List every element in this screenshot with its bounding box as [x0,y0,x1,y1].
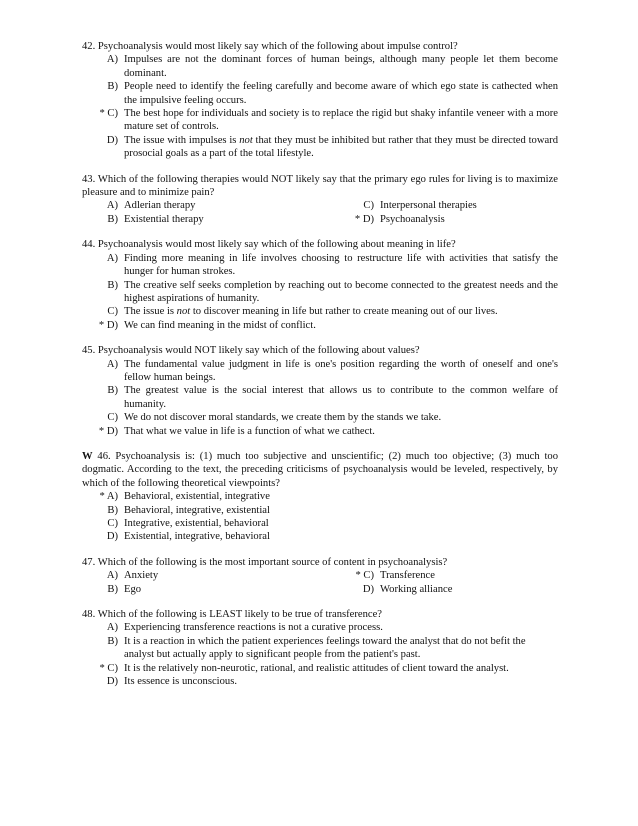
option-marker: D) [106,531,118,543]
option-marker: A) [106,570,118,582]
option-text: It is the relatively non-neurotic, rational, and realistic attitudes of client toward the analyst. [124,662,509,674]
option-text: Integrative, existential, behavioral [124,518,269,529]
question-stem: 44. Psychoanalysis would most likely say which of the following about meaning in life? [82,239,456,251]
option-marker: * D) [98,425,118,437]
option-b [82,583,344,596]
option-text: Psychoanalysis [380,213,445,225]
options-row [82,199,558,212]
option-marker: B) [107,385,118,397]
option-text: We do not discover moral standards, we create them by the stands we take. [124,412,442,424]
option-text: Ego [124,583,142,595]
option-a [82,53,558,80]
option-marker: C) [107,306,118,318]
option-text-part: The issue is [124,306,177,318]
option-marker: C) [107,518,118,529]
option-text: The best hope for individuals and society is to replace the rigid but shaky infantile veneer with a more mature set of controls. [124,108,558,133]
option-b [82,504,558,517]
option-text: Experiencing transference reactions is not a curative process. [124,622,383,634]
option-text [124,134,558,161]
document-page [82,40,558,700]
option-c [82,411,558,424]
option-c [82,517,558,530]
option-marker: D) [362,583,374,595]
option-marker: A) [106,54,118,66]
options-row [82,213,558,226]
option-b [82,213,344,226]
option-c [344,569,558,582]
option-text-part: The issue with impulses is [124,134,240,146]
question-48 [82,608,558,688]
option-b [82,384,558,411]
option-d [82,319,558,332]
option-marker: A) [106,358,118,370]
option-a [82,252,558,279]
question-stem: 45. Psychoanalysis would NOT likely say which of the following about values? [82,345,420,357]
option-text: That what we value in life is a function of what we cathect. [124,425,375,437]
option-marker: * C) [355,570,374,582]
option-text: Behavioral, existential, integrative [124,491,270,503]
option-a [82,199,344,212]
option-text-part: to discover meaning in life but rather to create meaning out of our lives. [190,306,498,318]
option-text: Behavioral, integrative, existential [124,504,270,516]
option-d [82,425,558,438]
option-text: Adlerian therapy [124,200,196,212]
question-stem [82,450,558,490]
question-stem: 47. Which of the following is the most important source of content in psychoanalysis? [82,556,448,568]
option-d [82,675,558,688]
option-text-emphasis: not [239,134,253,146]
option-text: Finding more meaning in life involves choosing to restructure life with activities that satisfy the hunger for human strokes. [124,252,558,278]
option-marker: A) [106,252,118,264]
option-marker: B) [107,635,118,647]
option-c [82,305,558,318]
option-text: People need to identify the feeling carefully and become aware of which ego state is cathected when the impulsive feeling occurs. [124,81,558,106]
option-d [82,530,558,543]
option-text: Existential therapy [124,213,204,225]
option-marker: B) [107,81,118,93]
option-marker: * D) [354,213,374,225]
question-47 [82,556,558,596]
option-a [82,358,558,385]
option-marker: B) [107,213,118,225]
option-marker: A) [106,622,118,634]
option-text: The fundamental value judgment in life is one's position regarding the worth of oneself and one's fellow human beings. [124,358,558,383]
option-d [344,213,558,226]
option-text: Existential, integrative, behavioral [124,531,270,543]
option-marker: B) [107,504,118,516]
option-c [82,662,558,675]
option-marker: * D) [98,319,118,331]
options-row [82,583,558,596]
option-marker: * C) [99,662,118,674]
option-marker: B) [107,279,118,291]
option-b [82,635,558,662]
question-44 [82,238,558,332]
option-b [82,80,558,107]
option-text: We can find meaning in the midst of conflict. [124,319,316,331]
option-marker: * C) [99,108,118,120]
option-text: Impulses are not the dominant forces of human beings, although many people let them become dominant. [124,54,558,79]
question-stem: 43. Which of the following therapies would NOT likely say that the primary ego rules for living is to maximize pleasure and to minimize pain? [82,173,558,199]
option-d [82,134,558,161]
question-stem: 42. Psychoanalysis would most likely say which of the following about impulse control? [82,41,458,52]
option-text: The greatest value is the social interest that allows us to contribute to the common welfare of humanity. [124,385,558,410]
option-c [344,199,558,212]
option-c [82,107,558,134]
option-a [82,621,558,634]
question-stem: 48. Which of the following is LEAST likely to be true of transference? [82,609,382,621]
option-text: Interpersonal therapies [380,200,477,212]
option-marker: C) [363,200,374,212]
question-46 [82,450,558,544]
option-a [82,569,344,582]
option-a [82,490,558,503]
option-text: Anxiety [124,570,159,582]
option-marker: A) [106,200,118,212]
option-text: The creative self seeks completion by reaching out to become connected to the greatest needs and the highest aspirations of humanity. [124,279,558,304]
option-text: It is a reaction in which the patient experiences feelings toward the analyst that do not befit the analyst but actually apply to significant people from the patient's past. [124,635,526,661]
question-43 [82,173,558,227]
option-marker: B) [107,583,118,595]
question-42 [82,40,558,161]
option-marker: D) [106,676,118,688]
question-flag: W [82,450,93,462]
option-text-part: that they must be inhibited but rather that they must be directed toward prosocial goals as a part of the total lifestyle. [124,134,558,160]
option-text: Its essence is unconscious. [124,676,237,688]
option-text-emphasis: not [176,306,191,318]
question-45 [82,344,558,438]
option-marker: C) [107,412,118,424]
option-text [124,305,558,318]
option-d [344,583,558,596]
question-stem-text: 46. Psychoanalysis is: (1) much too subjective and unscientific; (2) much too objective; (3) much too dogmatic. According to the text, the preceding criticisms of psychoanalysis would be leveled, respectively, by which of the following theoretical viewpoints? [82,450,558,489]
option-marker: D) [106,134,118,146]
option-text: Working alliance [380,583,453,595]
option-text: Transference [380,570,435,582]
options-row [82,569,558,582]
option-b [82,279,558,306]
option-marker: * A) [99,491,118,503]
